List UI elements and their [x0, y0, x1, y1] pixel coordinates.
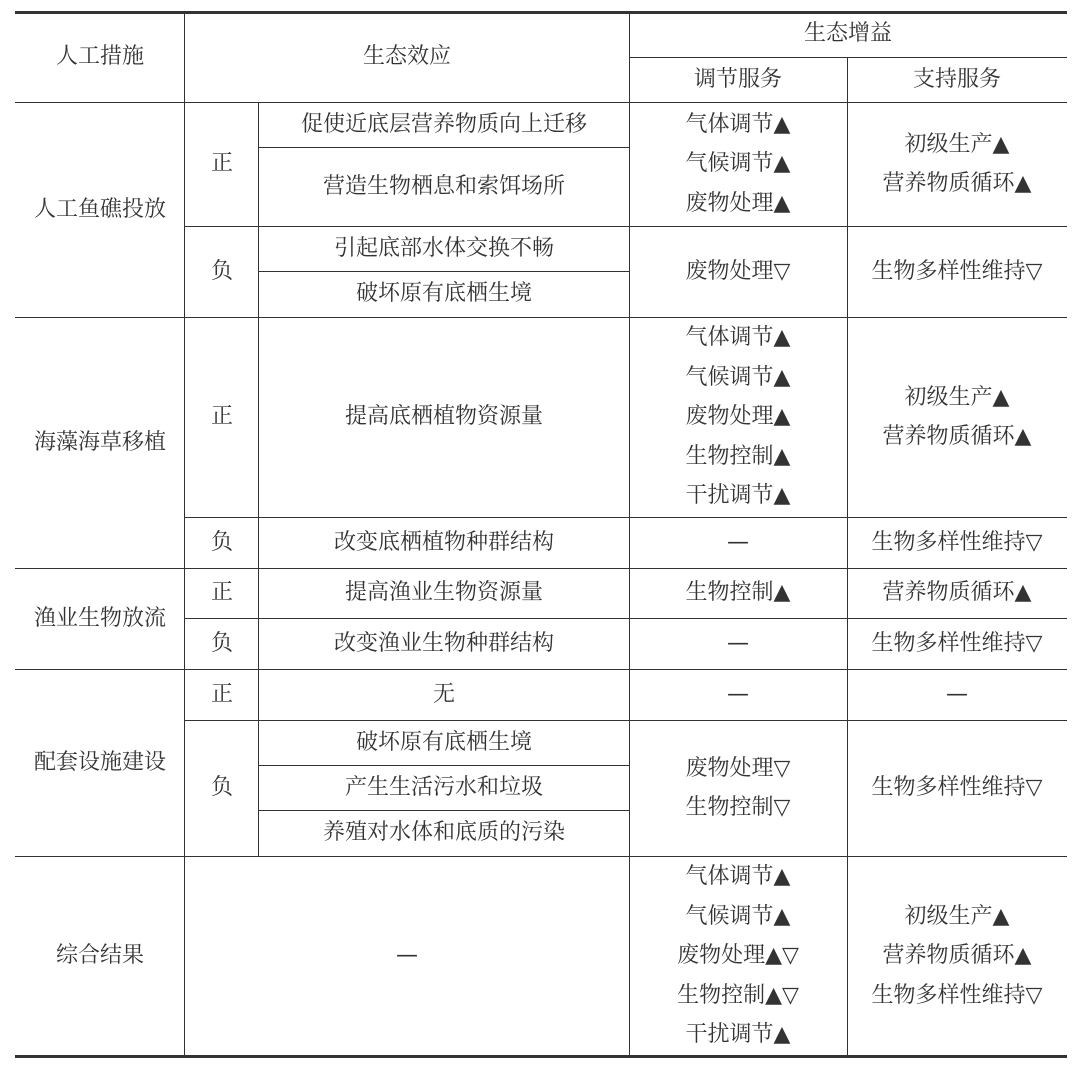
regulating-cell: —	[727, 529, 749, 555]
effect-cell: 养殖对水体和底质的污染	[322, 820, 565, 846]
effect-cell: 营造生物栖息和索饵场所	[322, 173, 565, 199]
measure-cell: 综合结果	[55, 943, 144, 969]
effect-cell: 引起底部水体交换不畅	[333, 235, 554, 261]
supporting-cell: 营养物质循环▲	[882, 580, 1032, 606]
regulating-cell: —	[727, 630, 749, 656]
measure-cell: 配套设施建设	[33, 749, 166, 775]
regulating-cell: 气体调节▲ 气候调节▲ 废物处理▲▽ 生物控制▲▽ 干扰调节▲	[677, 864, 799, 1048]
sign-negative: 负	[210, 529, 233, 555]
regulating-cell: 废物处理▽ 生物控制▽	[685, 755, 791, 820]
effect-cell: 破坏原有底栖生境	[355, 281, 532, 307]
supporting-cell: 生物多样性维持▽	[871, 258, 1043, 284]
sign-positive: 正	[210, 404, 233, 430]
ecology-table	[15, 11, 1067, 1058]
measure-cell: 人工鱼礁投放	[33, 196, 166, 222]
supporting-cell: 初级生产▲ 营养物质循环▲	[882, 384, 1032, 449]
supporting-cell: 生物多样性维持▽	[871, 775, 1043, 801]
sign-positive: 正	[210, 681, 233, 707]
regulating-cell: 废物处理▽	[685, 258, 791, 284]
sign-positive: 正	[210, 151, 233, 177]
effect-cell: —	[396, 943, 418, 969]
effect-cell: 提高渔业生物资源量	[344, 580, 543, 606]
header-gain: 生态增益	[803, 21, 892, 47]
regulating-cell: 气体调节▲ 气候调节▲ 废物处理▲	[685, 111, 791, 216]
effect-cell: 产生生活污水和垃圾	[344, 774, 543, 800]
supporting-cell: —	[946, 681, 968, 707]
sign-negative: 负	[210, 630, 233, 656]
regulating-cell: —	[727, 681, 749, 707]
header-measure: 人工措施	[55, 43, 144, 69]
effect-cell: 破坏原有底栖生境	[355, 729, 532, 755]
sign-positive: 正	[210, 580, 233, 606]
sign-negative: 负	[210, 258, 233, 284]
effect-cell: 无	[432, 681, 455, 707]
measure-cell: 渔业生物放流	[33, 605, 166, 631]
effect-cell: 改变渔业生物种群结构	[333, 630, 554, 656]
header-supporting: 支持服务	[912, 66, 1001, 92]
effect-cell: 促使近底层营养物质向上迁移	[300, 111, 587, 137]
measure-cell: 海藻海草移植	[33, 429, 166, 455]
effect-cell: 改变底栖植物种群结构	[333, 529, 554, 555]
sign-negative: 负	[210, 775, 233, 801]
supporting-cell: 初级生产▲ 营养物质循环▲	[882, 131, 1032, 196]
supporting-cell: 生物多样性维持▽	[871, 630, 1043, 656]
regulating-cell: 生物控制▲	[685, 580, 791, 606]
regulating-cell: 气体调节▲ 气候调节▲ 废物处理▲ 生物控制▲ 干扰调节▲	[685, 325, 791, 509]
supporting-cell: 生物多样性维持▽	[871, 529, 1043, 555]
supporting-cell: 初级生产▲ 营养物质循环▲ 生物多样性维持▽	[871, 903, 1043, 1008]
header-regulating: 调节服务	[693, 66, 782, 92]
effect-cell: 提高底栖植物资源量	[344, 404, 543, 430]
header-effect: 生态效应	[362, 43, 451, 69]
